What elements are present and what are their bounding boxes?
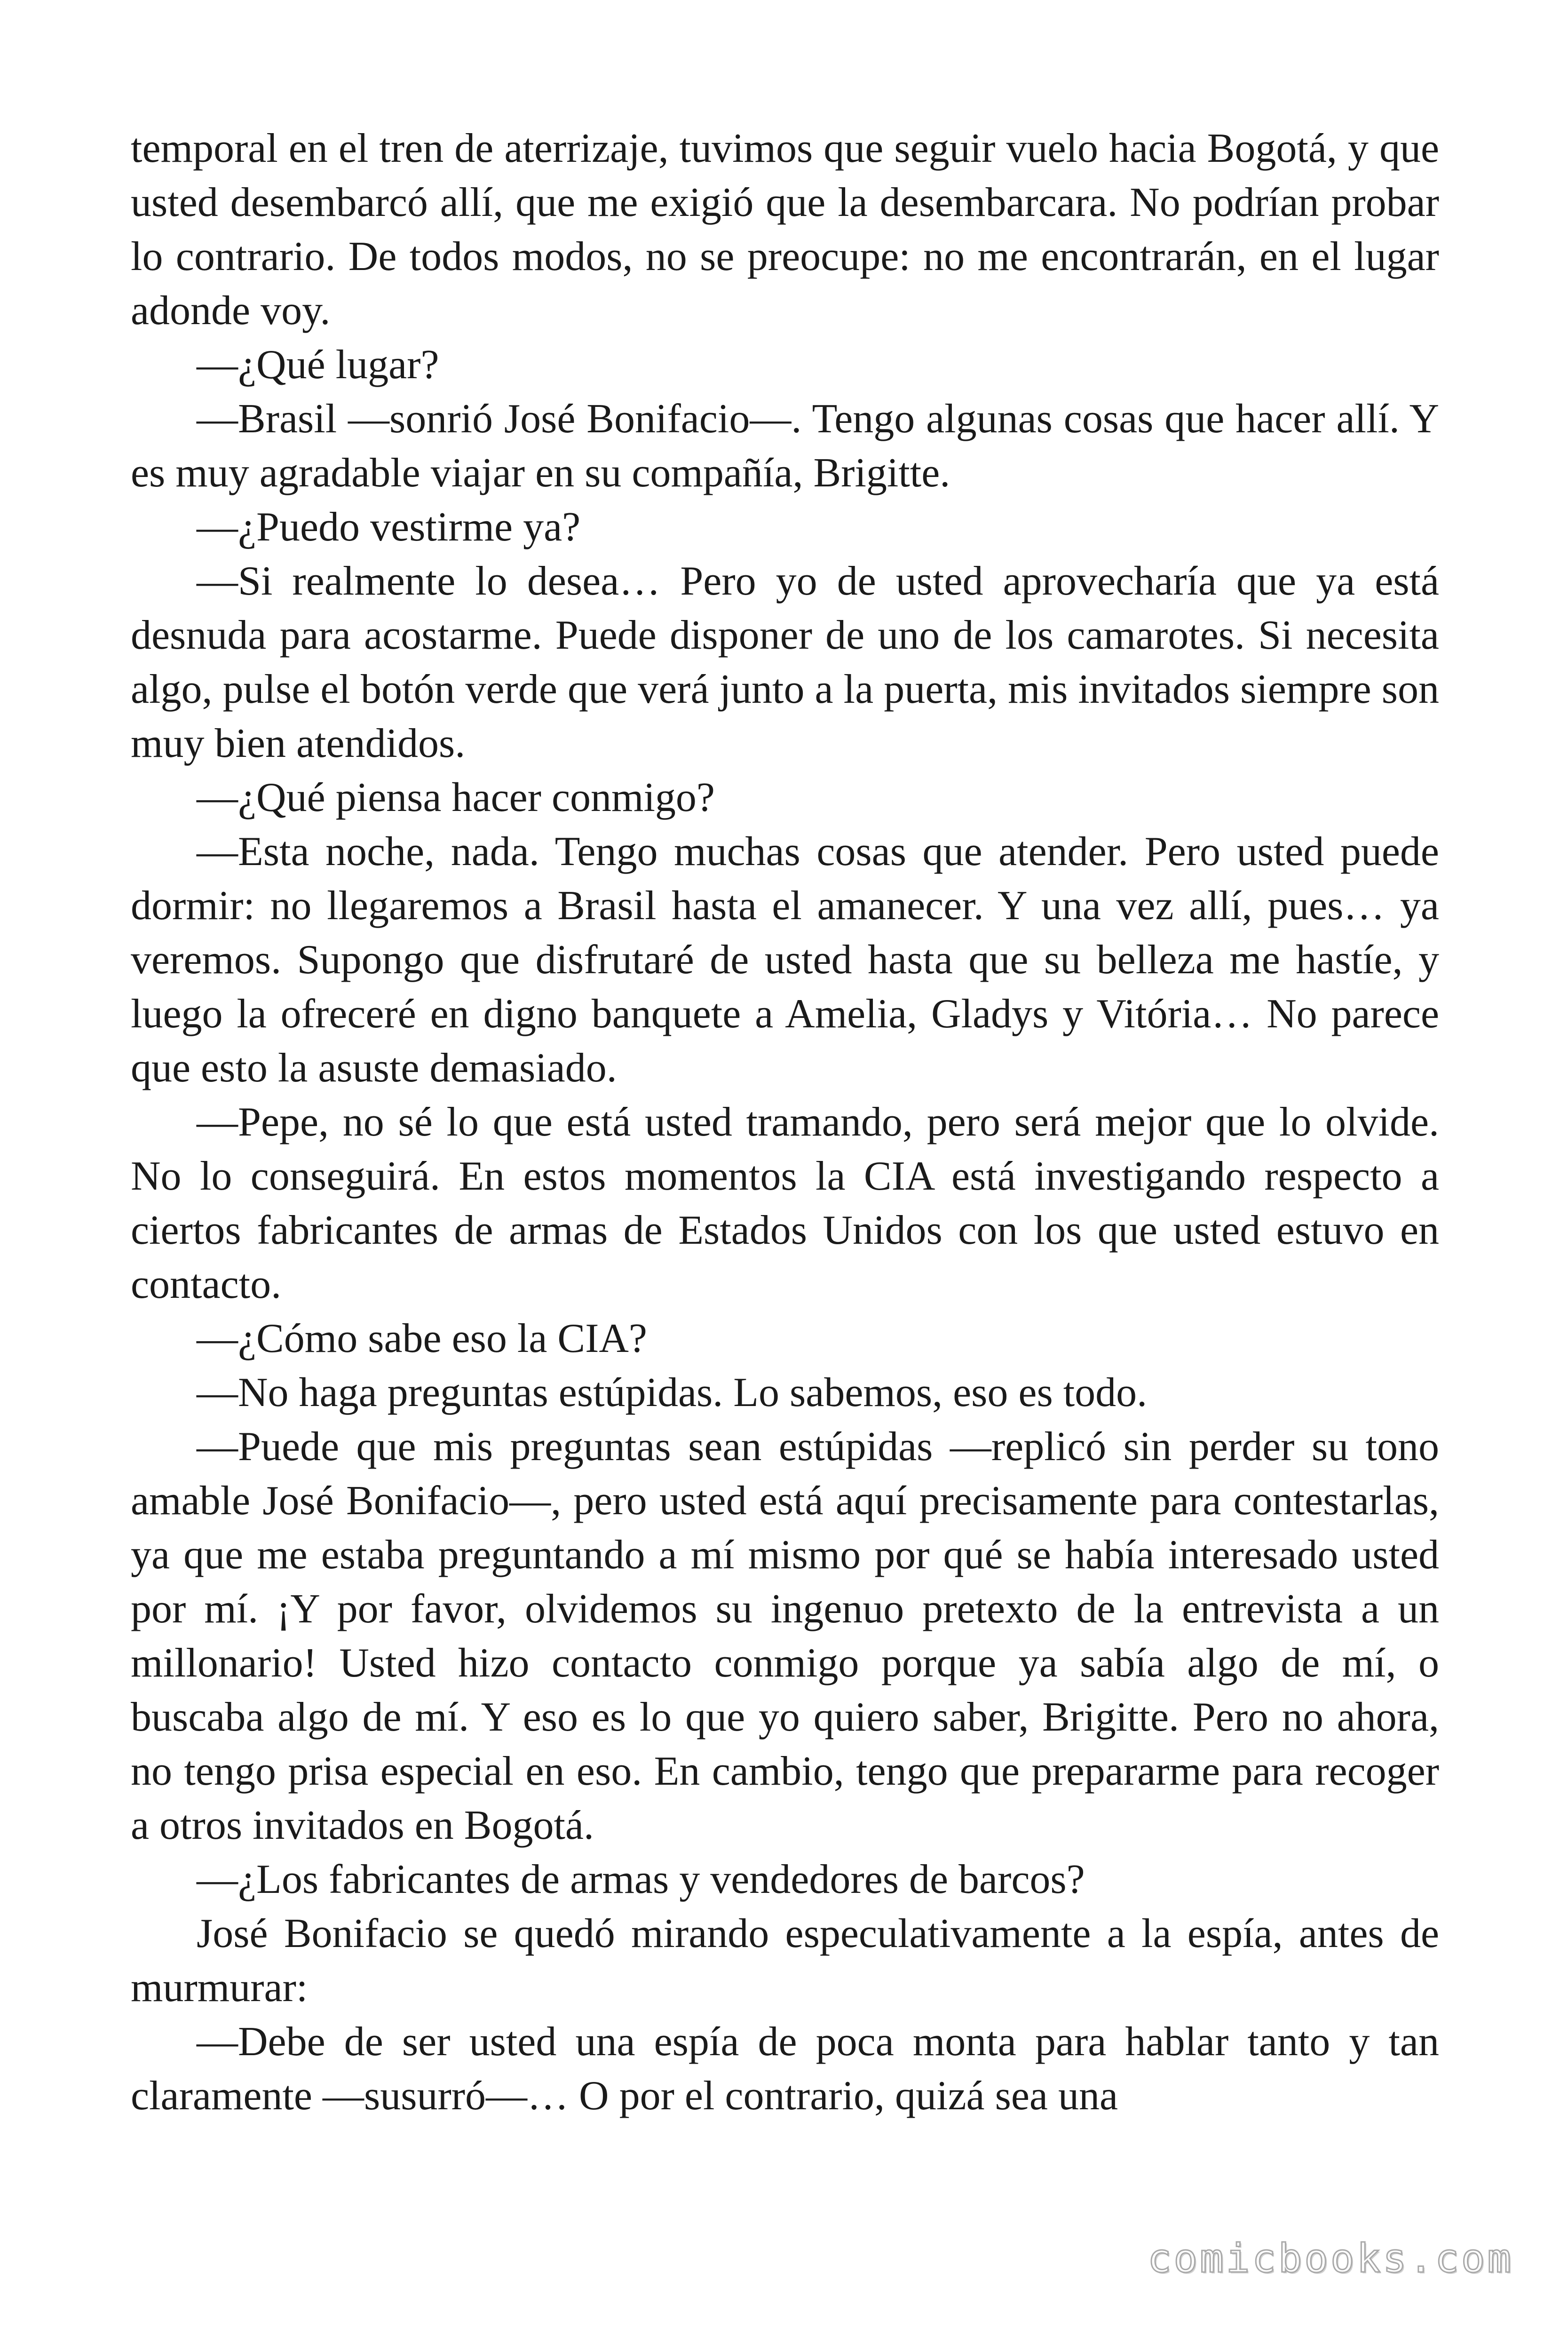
paragraph: —¿Qué piensa hacer conmigo? [197, 775, 715, 820]
paragraph: —Debe de ser usted una espía de poca monta para hablar tanto y tan claramente —susurró—… O por el contrario, quizá sea una [131, 2019, 1439, 2119]
paragraph: —Pepe, no sé lo que está usted tramando, pero será mejor que lo olvide. No lo conseguirá. En estos momentos la CIA está investigando respecto a ciertos fabricantes de armas de Estados Unidos con los que usted estuvo en contacto. [131, 1099, 1439, 1307]
paragraph: —Esta noche, nada. Tengo muchas cosas que atender. Pero usted puede dormir: no llegaremos a Brasil hasta el amanecer. Y una vez allí, pues… ya veremos. Supongo que disfrutaré de usted hasta que su belleza me hastíe, y luego la ofreceré en digno banquete a Amelia, Gladys y Vitória… No parece que esto la asuste demasiado. [131, 829, 1439, 1091]
paragraph: José Bonifacio se quedó mirando especulativamente a la espía, antes de murmurar: [131, 1911, 1439, 2010]
paragraph: —¿Los fabricantes de armas y vendedores de barcos? [197, 1857, 1085, 1902]
paragraph: —Si realmente lo desea… Pero yo de usted aprovecharía que ya está desnuda para acostarme. Puede disponer de uno de los camarotes. Si necesita algo, pulse el botón verde que verá junto a la puerta, mis invitados siempre son muy bien atendidos. [131, 558, 1439, 766]
paragraph: —¿Qué lugar? [197, 342, 439, 388]
paragraph: —Puede que mis preguntas sean estúpidas —replicó sin perder su tono amable José Bonifacio—, pero usted está aquí precisamente para contestarlas, ya que me estaba preguntando a mí mismo por qué se había interesado usted por mí. ¡Y por favor, olvidemos su ingenuo pretexto de la entrevista a un millonario! Usted hizo contacto conmigo porque ya sabía algo de mí, o buscaba algo de mí. Y eso es lo que yo quiero saber, Brigitte. Pero no ahora, no tengo prisa especial en eso. En cambio, tengo que prepararme para recoger a otros invitados en Bogotá. [131, 1424, 1439, 1848]
paragraph: —¿Puedo vestirme ya? [197, 504, 581, 550]
paragraph: —Brasil —sonrió José Bonifacio—. Tengo algunas cosas que hacer allí. Y es muy agradable viajar en su compañía, Brigitte. [131, 396, 1439, 496]
paragraph: —¿Cómo sabe eso la CIA? [197, 1316, 647, 1361]
body-text [131, 121, 1439, 2123]
paragraph: —No haga preguntas estúpidas. Lo sabemos, eso es todo. [197, 1370, 1148, 1415]
paragraph: temporal en el tren de aterrizaje, tuvimos que seguir vuelo hacia Bogotá, y que usted desembarcó allí, que me exigió que la desembarcara. No podrían probar lo contrario. De todos modos, no se preocupe: no me encontrarán, en el lugar adonde voy. [131, 126, 1439, 334]
site-watermark: comicbooks.com [1147, 2235, 1513, 2281]
